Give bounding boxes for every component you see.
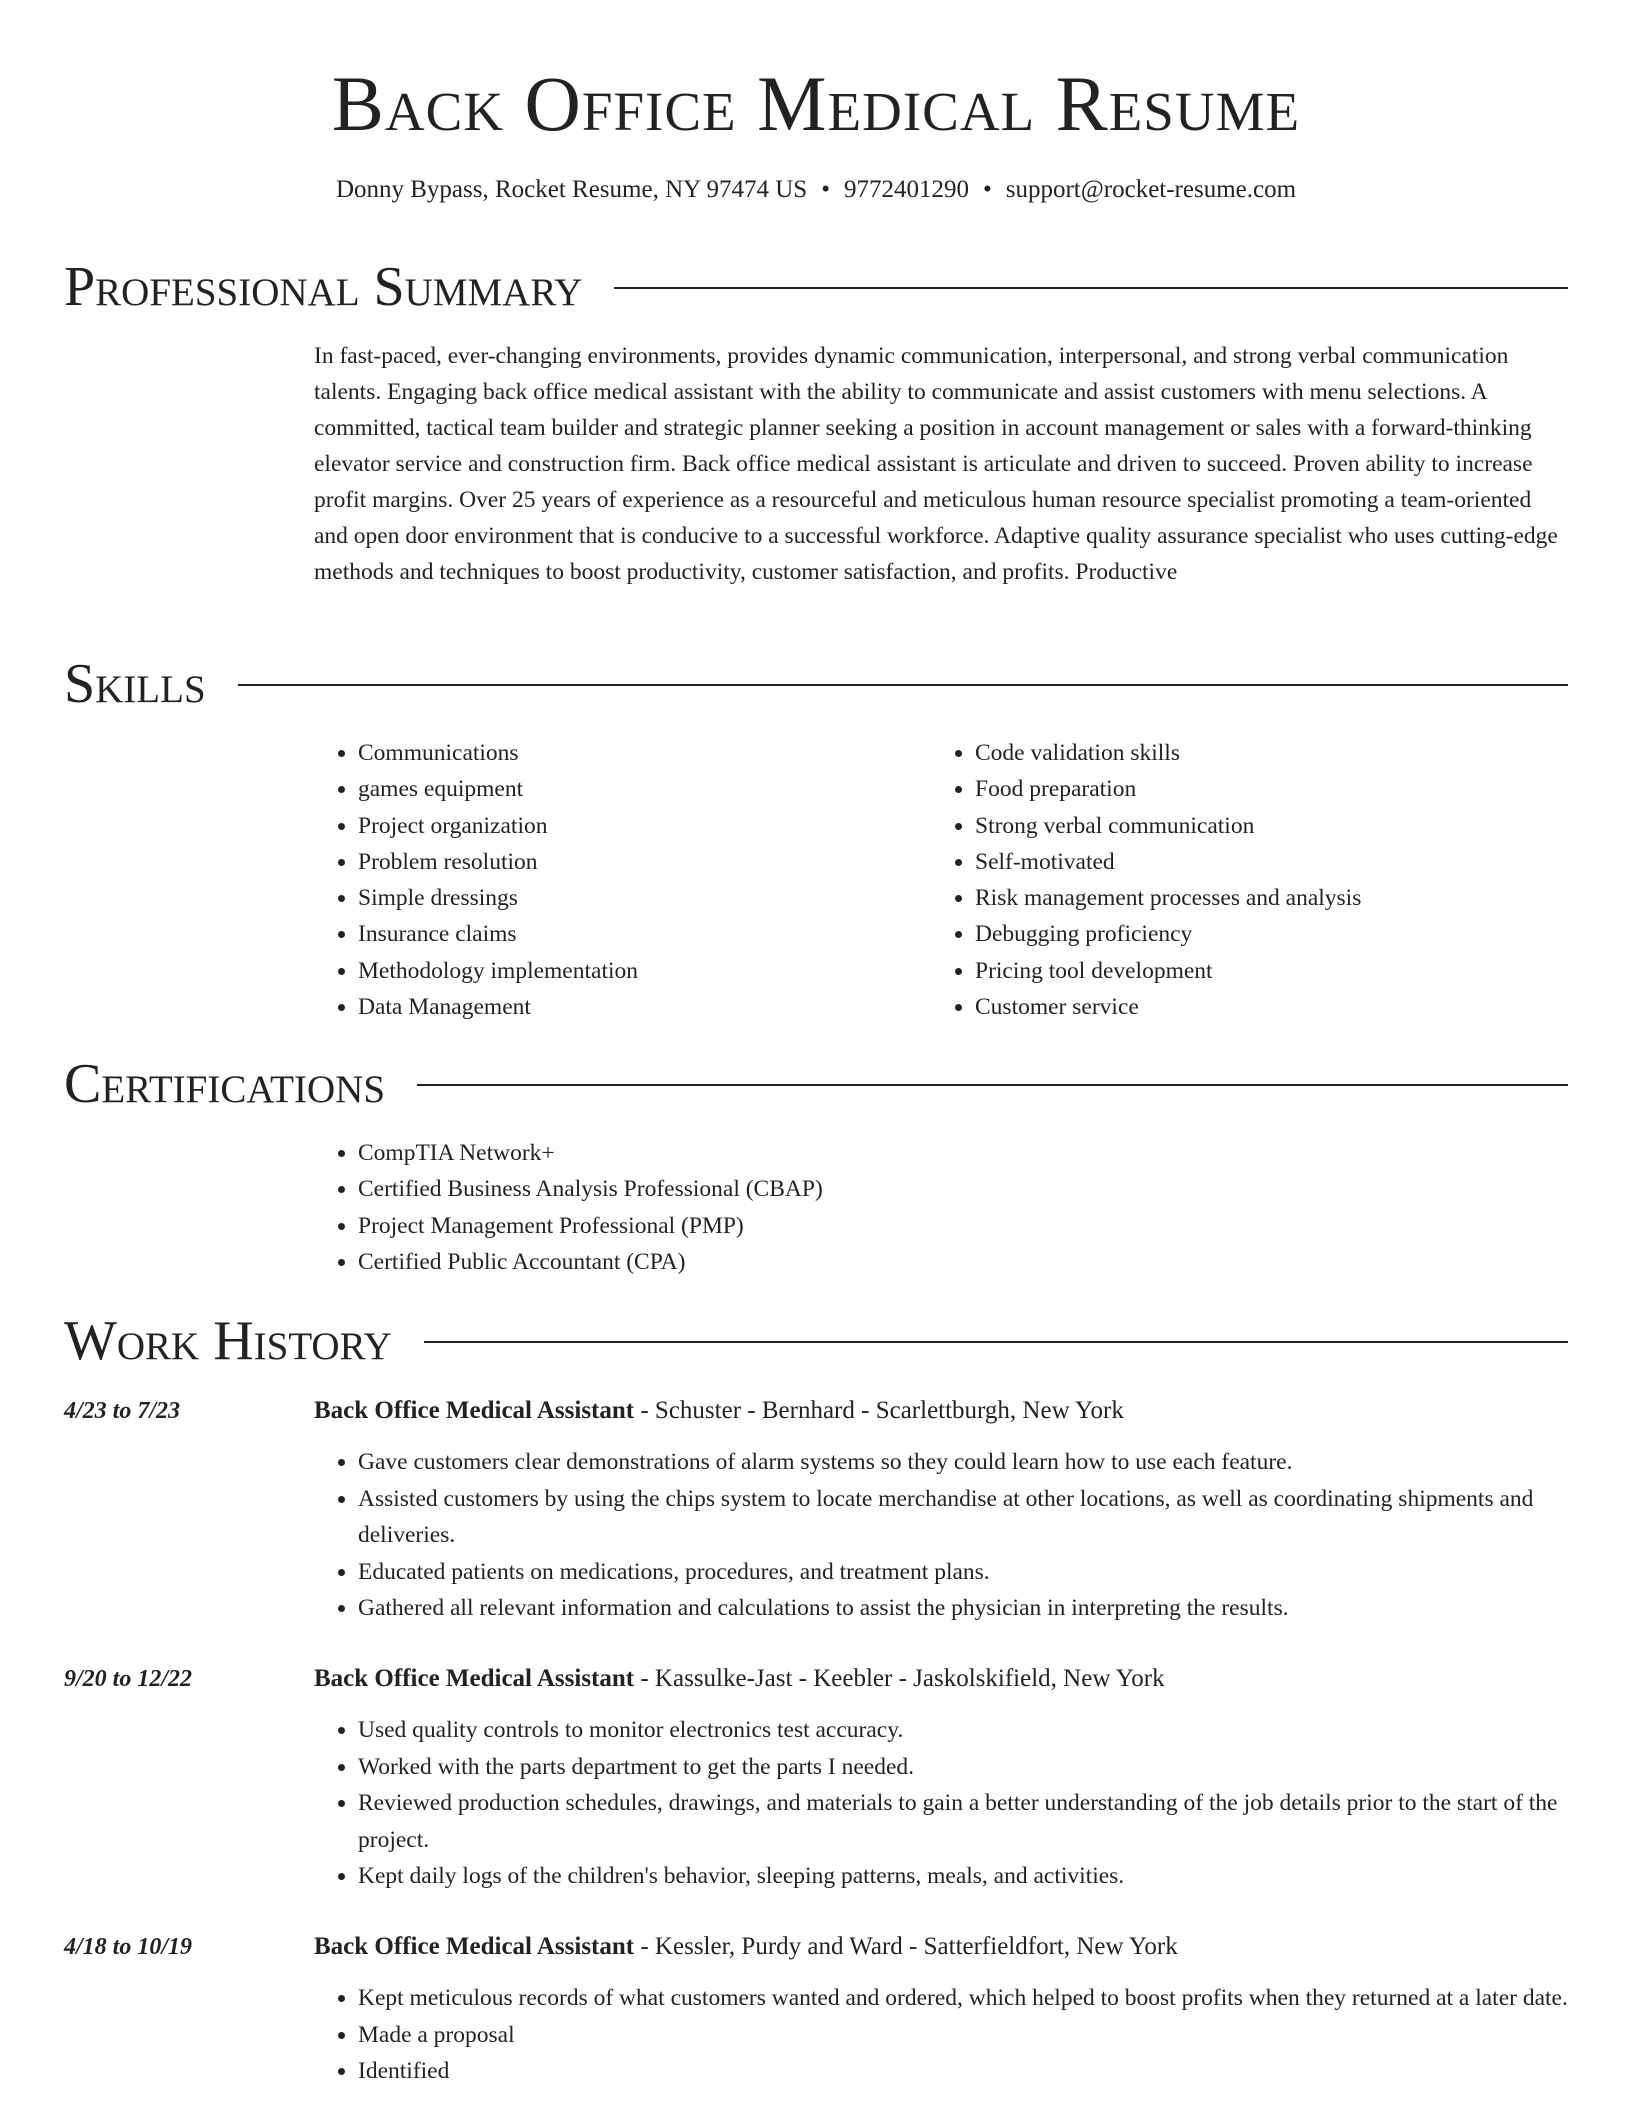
job-heading: [314, 1393, 1124, 1429]
skill-item: • Methodology implementation: [358, 953, 938, 989]
skill-item: • Problem resolution: [358, 844, 938, 880]
job-heading: [314, 1929, 1178, 1965]
job-company: - Kassulke-Jast - Keebler - Jaskolskifield, New York: [634, 1665, 1165, 1692]
certifications-heading: Certifications: [64, 1053, 386, 1115]
certification-item: • Project Management Professional (PMP): [358, 1208, 1612, 1244]
section-divider: [238, 684, 1568, 686]
skill-item: • Customer service: [975, 989, 1612, 1025]
certification-item: • Certified Business Analysis Professional (CBAP): [358, 1171, 1612, 1207]
certification-item: • Certified Public Accountant (CPA): [358, 1244, 1612, 1280]
section-divider: [424, 1341, 1568, 1343]
job-heading: [314, 1661, 1165, 1697]
summary-section-header: [64, 255, 1568, 319]
job-title: Back Office Medical Assistant: [314, 1933, 635, 1960]
job-dates: 4/18 to 10/19: [64, 1934, 193, 1960]
section-divider: [614, 287, 1568, 289]
job-bullets: [314, 1712, 1612, 1895]
job-bullet: • Identified: [358, 2053, 1612, 2090]
job-title: Back Office Medical Assistant: [314, 1397, 635, 1424]
section-divider: [417, 1084, 1568, 1086]
skill-item: • Communications: [358, 735, 938, 771]
skill-item: • Data Management: [358, 989, 938, 1025]
work-section-header: [64, 1309, 1568, 1373]
skill-item: • Simple dressings: [358, 880, 938, 916]
contact-address: Donny Bypass, Rocket Resume, NY 97474 US: [335, 176, 808, 203]
skill-item: • Food preparation: [975, 771, 1612, 807]
certification-item: • CompTIA Network+: [358, 1135, 1612, 1171]
job-bullet: • Assisted customers by using the chips system to locate merchandise at other locations, as well as coordinating shipments and deliveries.: [358, 1481, 1612, 1554]
job-bullet: • Kept meticulous records of what customers wanted and ordered, which helped to boost profits when they returned at a later date.: [358, 1980, 1612, 2017]
resume-title: Back Office Medical Resume: [331, 60, 1301, 147]
summary-heading: Professional Summary: [64, 256, 583, 318]
skill-item: • Pricing tool development: [975, 953, 1612, 989]
contact-phone: 9772401290: [843, 176, 969, 203]
skill-item: • Code validation skills: [975, 735, 1612, 771]
certifications-section-header: [64, 1052, 1568, 1116]
summary-text: In fast-paced, ever-changing environments, provides dynamic communication, interpersonal, and strong verbal communication talents. Engaging back office medical assistant with the ability to communicate and assist customers with menu selections. A committed, tactical team builder and strategic planner seeking a position in account management or sales with a forward-thinking elevator service and construction firm. Back office medical assistant is articulate and driven to succeed. Proven ability to increase profit margins. Over 25 years of experience as a resourceful and meticulous human resource specialist promoting a team-oriented and open door environment that is conducive to a successful workforce. Adaptive quality assurance specialist who uses cutting-edge methods and techniques to boost productivity, customer satisfaction, and profits. Productive: [314, 343, 1558, 585]
work-heading: Work History: [64, 1310, 392, 1372]
job-dates: 4/23 to 7/23: [64, 1398, 181, 1424]
skill-item: • Insurance claims: [358, 916, 938, 952]
skills-section-header: [64, 652, 1568, 716]
job-bullet: • Made a proposal: [358, 2017, 1612, 2054]
skills-list-left: [314, 735, 938, 1025]
skill-item: • Debugging proficiency: [975, 916, 1612, 952]
skills-heading: Skills: [64, 653, 206, 715]
skill-item: • games equipment: [358, 771, 938, 807]
job-bullet: • Gave customers clear demonstrations of alarm systems so they could learn how to use each feature.: [358, 1444, 1612, 1481]
skill-item: • Risk management processes and analysis: [975, 880, 1612, 916]
separator-dot: •: [821, 176, 830, 203]
certifications-list: [314, 1135, 1612, 1280]
skills-list-right: [931, 735, 1612, 1025]
skill-item: • Self-motivated: [975, 844, 1612, 880]
job-title: Back Office Medical Assistant: [314, 1665, 635, 1692]
job-bullet: • Reviewed production schedules, drawings, and materials to gain a better understanding of the job details prior to the start of the project.: [358, 1785, 1612, 1858]
job-company: - Schuster - Bernhard - Scarlettburgh, New York: [634, 1397, 1124, 1424]
job-bullet: • Used quality controls to monitor electronics test accuracy.: [358, 1712, 1612, 1749]
job-bullet: • Gathered all relevant information and calculations to assist the physician in interpreting the results.: [358, 1590, 1612, 1627]
job-bullet: • Kept daily logs of the children's behavior, sleeping patterns, meals, and activities.: [358, 1858, 1612, 1895]
contact-line: [0, 172, 1632, 208]
skill-item: • Project organization: [358, 808, 938, 844]
job-bullets: [314, 1444, 1612, 1627]
job-bullets: [314, 1980, 1612, 2090]
separator-dot: •: [982, 176, 992, 203]
skill-item: • Strong verbal communication: [975, 808, 1612, 844]
job-company: - Kessler, Purdy and Ward - Satterfieldfort, New York: [634, 1933, 1178, 1960]
job-dates: 9/20 to 12/22: [64, 1666, 193, 1692]
contact-email: support@rocket-resume.com: [1005, 176, 1297, 203]
job-bullet: • Worked with the parts department to get the parts I needed.: [358, 1749, 1612, 1786]
job-bullet: • Educated patients on medications, procedures, and treatment plans.: [358, 1554, 1612, 1591]
